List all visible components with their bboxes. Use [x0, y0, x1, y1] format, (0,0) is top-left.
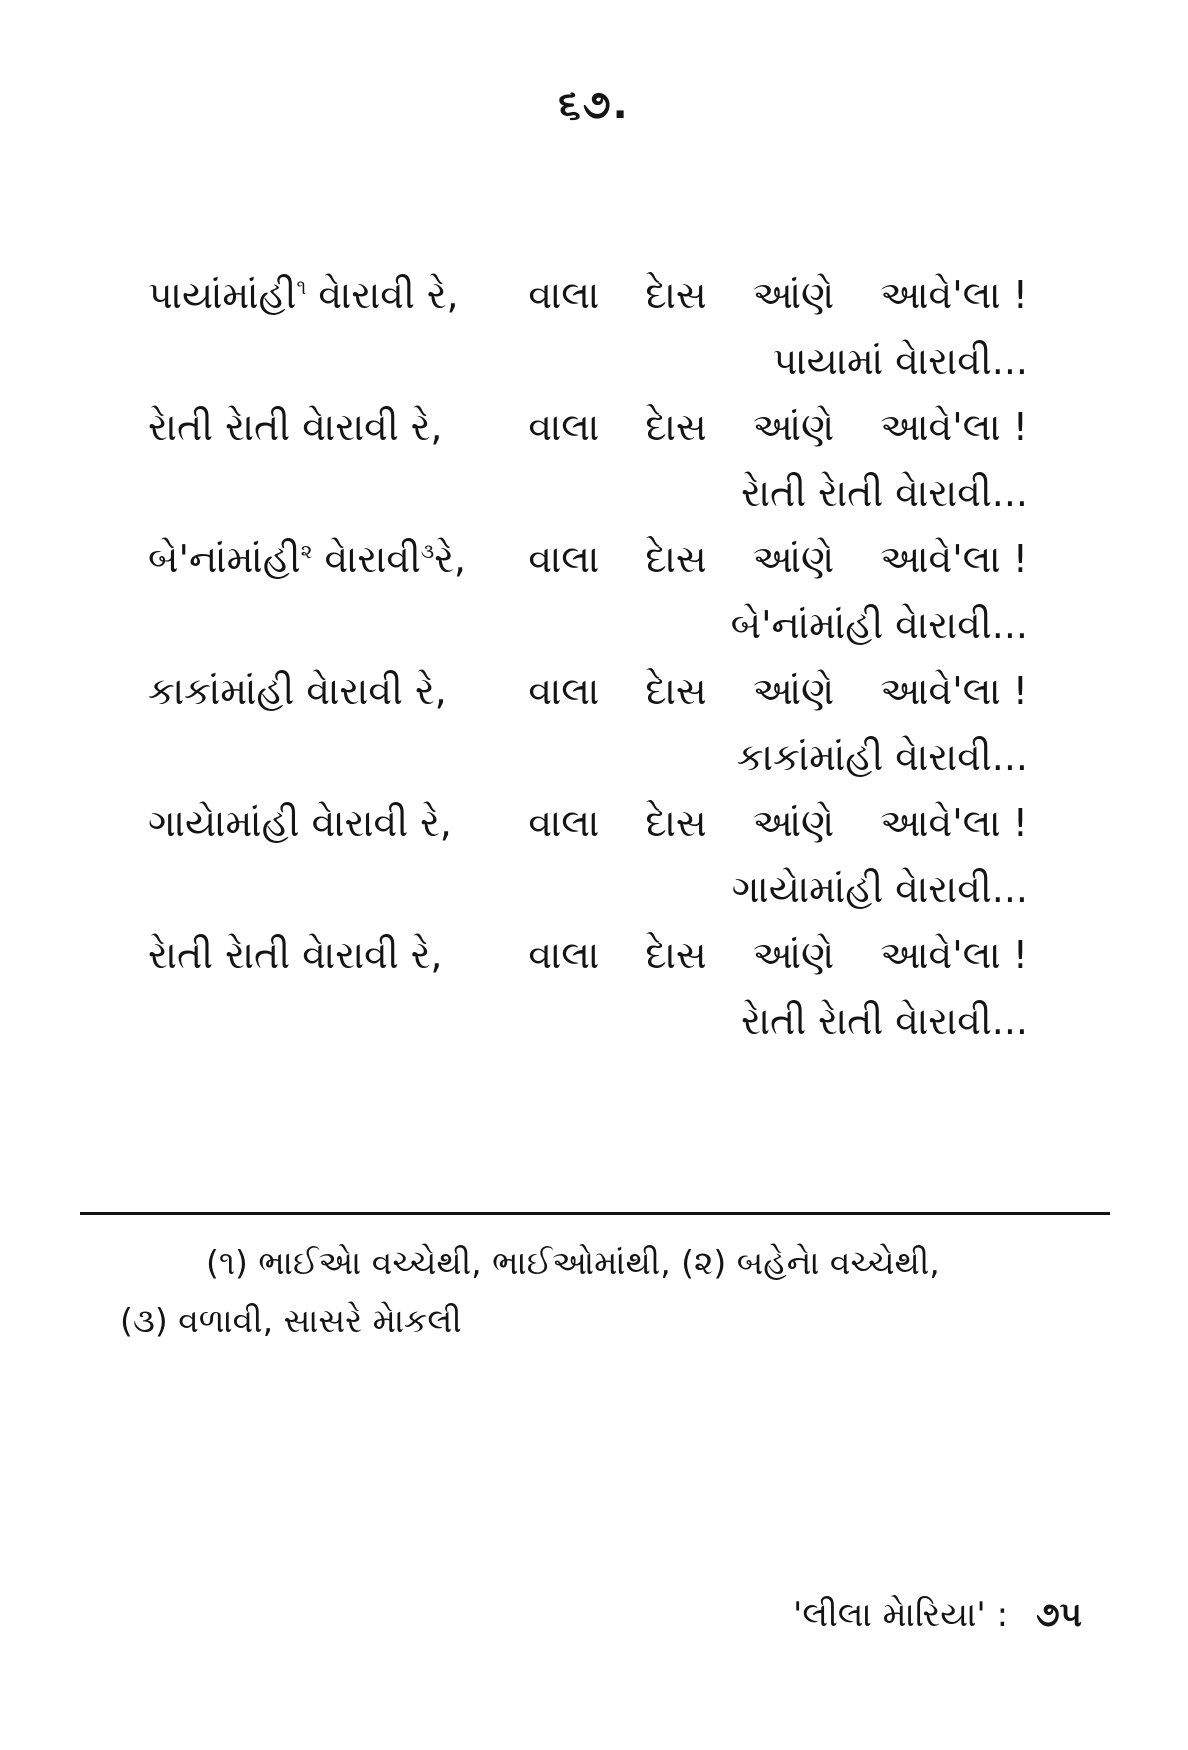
footnote-mark: ૨: [300, 539, 313, 563]
lead-rest: વેારાવી રે,: [290, 933, 443, 977]
line-lead: [148, 394, 443, 460]
tail-word: આંણે: [752, 405, 835, 449]
line-tail: [528, 922, 1028, 988]
tail-word: આંણે: [752, 537, 835, 581]
stanza: [148, 526, 1028, 658]
lead-rest: વેારાવી રે,: [299, 801, 452, 845]
line-tail: [528, 262, 1028, 328]
page-number: ૬૭.: [558, 82, 630, 128]
refrain-line: પાયામાં વેારાવી...: [772, 339, 1028, 383]
footnote-line: (૩) વળાવી, સાસરે મેાકલી: [120, 1301, 462, 1340]
footnote-line: (૧) ભાઈએા વચ્ચેથી, ભાઈઓમાંથી, (૨) બહેનેા વચ્ચેથી,: [206, 1243, 940, 1282]
lead-text: બે'નાંમાંહી: [148, 537, 301, 581]
line-lead: [148, 262, 459, 328]
tail-word: આવે'લા !: [880, 669, 1028, 713]
lead-text: પાયાંમાંહી: [148, 273, 297, 317]
line-lead: [148, 658, 447, 724]
refrain-line: બે'નાંમાંહી વેારાવી...: [730, 603, 1028, 647]
tail-word: આવે'લા !: [880, 405, 1028, 449]
lead-rest: વેારાવી રે,: [290, 405, 443, 449]
footnote-mark: ૧: [296, 275, 307, 299]
refrain-line: ગાયેામાંહી વેારાવી...: [731, 867, 1028, 911]
tail-word: આવે'લા !: [880, 273, 1028, 317]
line-lead: [148, 790, 452, 856]
lead-rest: વેારાવી રે,: [306, 273, 459, 317]
tail-word: આંણે: [752, 933, 835, 977]
page-footer: [793, 1595, 1082, 1635]
tail-word: દાેસ: [645, 933, 707, 977]
poem-line: [148, 262, 1028, 328]
stanza: [148, 658, 1028, 790]
tail-word: દાેસ: [645, 669, 707, 713]
poem-line: [148, 922, 1028, 988]
tail-word: દાેસ: [645, 537, 707, 581]
lead-text: રેાતી રેાતી: [148, 933, 291, 977]
lead-text: ગાયેામાંહી: [148, 801, 300, 845]
book-title: 'લીલા મેારિયા' :: [793, 1595, 1009, 1635]
tail-word: દાેસ: [645, 405, 707, 449]
refrain-line: રેાતી રેાતી વેારાવી...: [741, 471, 1028, 515]
refrain-line: કાકાંમાંહી વેારાવી...: [736, 735, 1028, 779]
tail-word: દાેસ: [645, 801, 707, 845]
poem-line: [148, 526, 1028, 592]
tail-word: આંણે: [752, 669, 835, 713]
tail-word: આવે'લા !: [880, 801, 1028, 845]
footer-page-number: ૭૫: [1036, 1595, 1082, 1635]
line-tail: [528, 394, 1028, 460]
line-lead: [148, 526, 466, 592]
line-tail: [528, 790, 1028, 856]
line-tail: [528, 658, 1028, 724]
tail-word: દાેસ: [645, 273, 707, 317]
tail-word: આંણે: [752, 801, 835, 845]
lead-rest: વેારાવી રે,: [294, 669, 447, 713]
tail-word: વાલા: [528, 537, 600, 581]
tail-word: વાલા: [528, 801, 600, 845]
refrain-line: રેાતી રેાતી વેારાવી...: [741, 999, 1028, 1043]
tail-word: આવે'લા !: [880, 933, 1028, 977]
lead-end: રે,: [434, 537, 466, 581]
line-lead: [148, 922, 443, 988]
poem: [148, 262, 1028, 1054]
lead-text: રેાતી રેાતી: [148, 405, 291, 449]
footnote-divider: [80, 1212, 1110, 1215]
poem-line: [148, 790, 1028, 856]
footnote-mark: ૩: [420, 539, 435, 563]
tail-word: વાલા: [528, 933, 600, 977]
tail-word: આવે'લા !: [880, 537, 1028, 581]
tail-word: વાલા: [528, 405, 600, 449]
stanza: [148, 922, 1028, 1054]
tail-word: આંણે: [752, 273, 835, 317]
lead-text: કાકાંમાંહી: [148, 669, 295, 713]
footnotes: [120, 1234, 1110, 1350]
poem-line: [148, 394, 1028, 460]
line-tail: [528, 526, 1028, 592]
tail-word: વાલા: [528, 273, 600, 317]
stanza: [148, 394, 1028, 526]
stanza: [148, 790, 1028, 922]
stanza: [148, 262, 1028, 394]
lead-rest: વેારાવી: [312, 537, 421, 581]
tail-word: વાલા: [528, 669, 600, 713]
poem-line: [148, 658, 1028, 724]
